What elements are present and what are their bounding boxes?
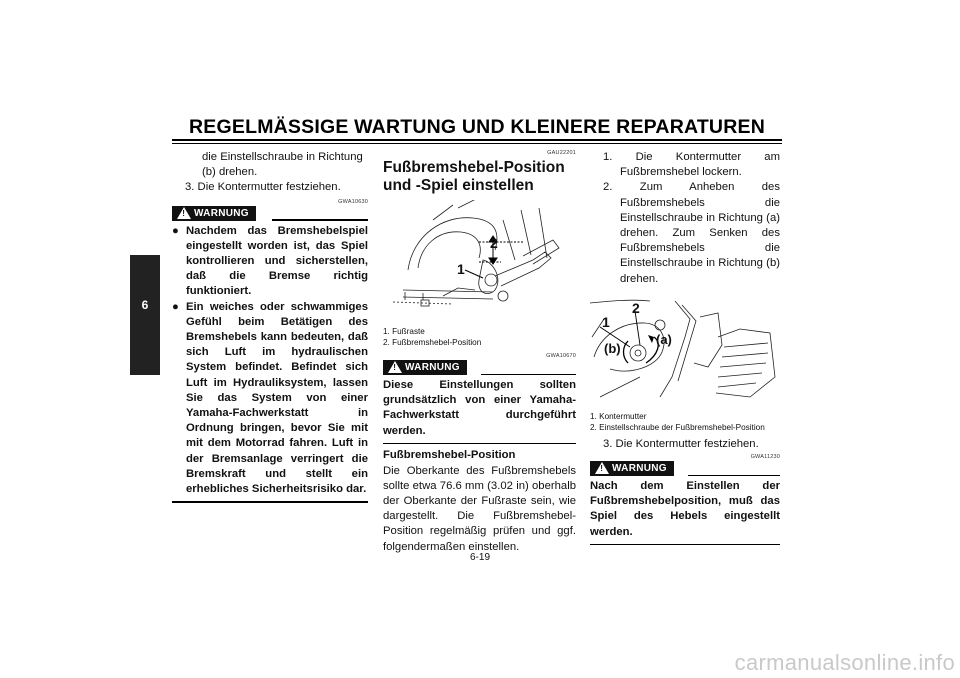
chapter-number: 6 — [141, 298, 149, 312]
warning-code: GWA10630 — [338, 198, 368, 205]
chapter-tab — [130, 255, 160, 375]
column-3 — [590, 150, 780, 545]
column-2 — [383, 150, 576, 555]
figure-caption-1: 1. Fußraste — [383, 327, 425, 336]
warning-header — [590, 461, 780, 476]
figure-label-b: (b) — [604, 340, 621, 356]
warning-code: GWA10670 — [546, 353, 576, 359]
page-number: 6-19 — [469, 552, 490, 563]
bullet-icon: ● — [172, 300, 179, 313]
warning-badge — [383, 360, 467, 375]
warning-rule — [688, 475, 780, 477]
warning-label: WARNUNG — [194, 207, 249, 219]
figure-label-1: 1 — [602, 313, 610, 330]
body-text: Die Oberkante des Fußbremshebels sollte etwa 76.6 mm (3.02 in) oberhalb der Oberkante der Fußraste sein, wie dargestellt. Die Fußbremshebel-Position regelmäßig prüfen und ggf. folgendermaßen einstellen. — [383, 464, 576, 553]
page-header-title: REGELMÄSSIGE WARTUNG UND KLEINERE REPARATUREN — [189, 116, 765, 138]
warning-bullets — [172, 224, 368, 498]
figure-caption-2: 2. Einstellschraube der Fußbremshebel-Position — [590, 422, 765, 432]
warning-rule — [272, 219, 368, 221]
exclamation-icon: ! — [393, 363, 397, 372]
warning-bullet — [172, 224, 368, 300]
warning-text: Diese Einstellungen sollten grundsätzlich von einer Yamaha-Fachwerkstatt durchgeführt werden. — [383, 379, 576, 437]
bullet-text: Ein weiches oder schwammiges Gefühl beim Betätigen des Bremshebels kann bedeuten, daß sich Luft im hydraulischen System befindet. Befindet sich Luft im Hydrauliksystem, lassen Sie das System von einer Yamaha-Fachwerkstatt in Ordnung bringen, bevor Sie mit mit dem Motorrad fahren. Luft in der Bremsanlage verringert die Bremskraft und stellt ein erhebliches Sicherheitsrisiko dar. — [186, 300, 368, 496]
figure-label-1: 1 — [457, 261, 465, 277]
warning-badge — [172, 206, 256, 221]
subheading: Fußbremshebel-Position — [383, 449, 516, 462]
warning-bullet — [172, 300, 368, 498]
figure-caption-1: 1. Kontermutter — [590, 411, 647, 421]
figure-label-a: (a) — [656, 331, 672, 347]
header-rule-thin — [172, 143, 782, 144]
section-code: GAU22201 — [547, 150, 576, 156]
step-1: 1. Die Kontermutter am Fußbremshebel lockern. — [603, 151, 780, 179]
figure-label-2: 2 — [490, 235, 498, 251]
step-2: 2. Zum Anheben des Fußbremshebels die Einstellschraube in Richtung (a) drehen. Zum Senken des Fußbremshebels die Einstellschraube in Richtung (b) drehen. — [603, 181, 780, 285]
bullet-text: Nachdem das Bremshebelspiel eingestellt worden ist, das Spiel kontrollieren und sicherstellen, daß die Bremse richtig funktioniert. — [186, 224, 368, 298]
figure-label-2: 2 — [632, 299, 640, 316]
warning-header — [172, 206, 368, 221]
step-3: 3. Die Kontermutter festziehen. — [185, 181, 341, 194]
figure-footrest — [383, 200, 576, 318]
warning-rule — [481, 374, 576, 376]
watermark-text: carmanualsonline.info — [734, 650, 955, 675]
step-text-line: die Einstellschraube in Richtung — [202, 151, 363, 163]
figure-brake-adjust — [590, 297, 780, 405]
warning-end-rule — [590, 544, 780, 546]
warning-header — [383, 360, 576, 375]
warning-text: Nach dem Einstellen der Fußbremshebelposition, muß das Spiel des Hebels eingestellt werden. — [590, 480, 780, 538]
step-text-line: (b) drehen. — [202, 166, 258, 179]
figure-caption-2: 2. Fußbremshebel-Position — [383, 338, 482, 347]
footrest-brake-illustration — [383, 200, 576, 318]
exclamation-icon: ! — [182, 208, 186, 218]
warning-label: WARNUNG — [405, 362, 460, 373]
section-title: Fußbremshebel-Position und -Spiel einstellen — [383, 159, 565, 194]
warning-badge — [590, 461, 674, 476]
warning-label: WARNUNG — [612, 463, 667, 475]
header-rule — [172, 139, 782, 141]
step-3: 3. Die Kontermutter festziehen. — [603, 437, 759, 450]
warning-code: GWA11230 — [750, 454, 780, 461]
step-continuation — [172, 150, 368, 180]
warning-end-rule — [172, 501, 368, 503]
warning-end-rule — [383, 443, 576, 445]
bullet-icon: ● — [172, 224, 179, 237]
exclamation-icon: ! — [600, 464, 604, 474]
column-1 — [172, 150, 368, 503]
